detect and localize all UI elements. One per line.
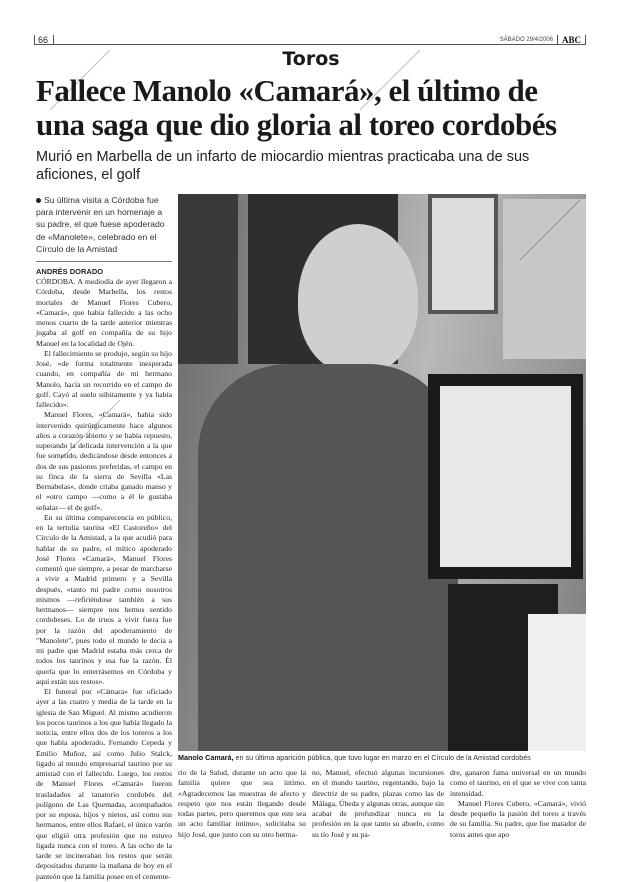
photo-flowers — [528, 614, 586, 751]
brand-logo: ABC — [557, 35, 586, 45]
paragraph: En su última comparecencia en público, en la tertulia taurina «El Castoreño» del Círculo de la Amistad, a la que acudió para hablar de su padre, el mítico apoderado José Flores «Camará», Manuel Flores comentó que siempre, a pesar de marcharse a vivir a Madrid primero y a Sevilla después, «tanto mi padre como nosotros mismos —refiriéndose también a sus hermanos— siempre nos hemos sentido cordobeses. Lo de irnos a vivir fuera fue por la razón del apoderamiento de "Manolete", pues todo el mundo le decía a mi padre que Madrid estaba más cerca de todos los taurinos y esa fue la razón. Él quería que lo enterrásemos en Córdoba y aquí están sus restos». — [36, 512, 172, 686]
photo-frame-left — [178, 194, 238, 364]
bottom-columns — [178, 768, 586, 840]
article-photo — [178, 194, 586, 751]
dateline — [500, 35, 586, 45]
photo-caption — [178, 753, 586, 762]
caption-text: en su última aparición pública, que tuvo lugar en marzo en el Círculo de la Amistad cordobés — [233, 753, 531, 762]
paragraph: Manuel Flores, «Camará», había sido intervenido quirúrgicamente hace algunos años a corazón abierto y se había repuesto, superando la delicada intervención a la que fue sometido, dedicándose desde entonces a dos de sus pasiones preferidas, el campo en su finca de la sierra de Sevilla «Las Bernabelas», donde criaba ganado manso y el «otro campo —como a él le gustaba señalar— el de golf». — [36, 410, 172, 512]
photo-framed-picture — [428, 374, 583, 579]
photo-man-head — [298, 224, 418, 374]
byline: ANDRÉS DORADO — [36, 267, 104, 277]
article-column-2 — [178, 768, 306, 840]
paragraph: no, Manuel, efectuó algunas incursiones en el mundo taurino, regentando, bajo la directriz de su padre, plazas como las de Málaga, Úbeda y algunas otras, aunque sin acabar de profundizar nunca en la profesión en la que tanto su abuelo, como su tío José y su pa- — [312, 768, 444, 839]
article — [36, 47, 586, 882]
date: SÁBADO 29/4/2006 — [499, 37, 553, 43]
paragraph: Manuel Flores Cubero, «Camará», vivió desde pequeño la pasión del toreo a través de su familia. Su padre, que fue matador de toros antes que apo — [450, 798, 586, 839]
subheadline: Murió en Marbella de un infarto de miocardio mientras practicaba una de sus aficiones, el golf — [36, 149, 530, 183]
article-column-3 — [312, 768, 444, 840]
paragraph: El funeral por «Cámara» fue oficiado ayer a las cuatro y media de la tarde en la iglesia de San Miguel. Al mismo acudieron los pocos taurinos a los que había llegado la noticia, entre ellos dos de los toreros a los que había apoderado, Fernando Cepeda y Emilio Muñoz, así como Julio Stalck, ligado al mundo empresarial taurino por su amistad con el fallecido. Luego, los restos de Manuel Flores «Camará» fueron trasladados al tanatorio cordobés del polígono de Las Quemadas, acompañados por su esposa, hijos y nietos, así como sus hermanos, entre ellos Rafael, el único varón que eligió otra profesión que no estuvo ligada nunca con el toreo. A las ocho de la tarde se incineraban los restos que serán depositados durante la mañana de hoy en el panteón que la familia posee en el cemente- — [36, 687, 172, 881]
paragraph: El fallecimiento se produjo, según su hijo José, «de forma totalmente inesperada cuando, en compañía de mi hermano Manolo, hacía un recorrido en el campo de golf. Cayó al suelo súbitamente y ya había fallecido». — [36, 348, 172, 410]
article-main — [36, 194, 586, 882]
right-area — [178, 194, 586, 882]
photo-man-suit — [198, 364, 458, 751]
caption-name: Manolo Camará, — [178, 753, 234, 762]
article-column-1 — [36, 267, 172, 882]
left-column — [36, 194, 172, 882]
paragraph: rio de la Salud, durante un acto que la familia quiere que sea íntimo. «Agradecemos las muestras de afecto y respeto que nos están llegando desde todas partes, pero queremos que este sea un acto familiar íntimo», solicitaba su hijo José, que junto con su otro herma- — [178, 768, 306, 839]
section-title: Toros — [282, 48, 340, 70]
lead-text: Su última visita a Córdoba fue para intervenir en un homenaje a su padre, el que fuese apoderado de «Manolete», celebrado en el Círculo de la Amistad — [36, 195, 165, 254]
paragraph: CÓRDOBA. A mediodía de ayer llegaron a Córdoba, desde Marbella, los restos mortales de Manuel Flores Cubero, «Camará», que había fallecido a las ocho menos cuarto de la tarde anterior mientras jugaba al golf en compañía de su hijo Manuel en la localidad de Ojén. — [36, 277, 172, 348]
photo-frame — [428, 194, 498, 314]
article-column-4 — [450, 768, 586, 840]
paragraph: dre, ganaron fama universal en un mundo como el taurino, en el que se vive con tanta intensidad. — [450, 768, 586, 798]
lead-summary — [36, 194, 172, 262]
headline: Fallece Manolo «Camará», el último de una saga que dio gloria al toreo cordobés — [36, 73, 557, 142]
bullet-icon — [36, 198, 41, 203]
page-number: 66 — [34, 35, 54, 45]
photo-painting-right — [503, 199, 586, 359]
